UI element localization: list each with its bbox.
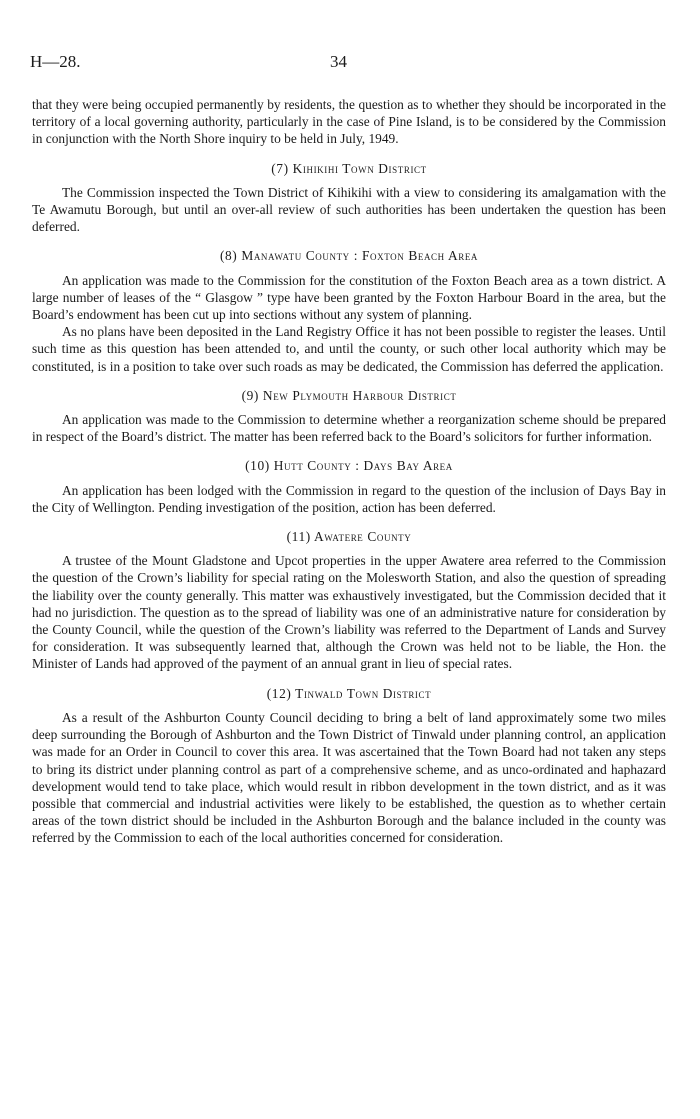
section-heading-new-plymouth: (9) New Plymouth Harbour District: [241, 387, 457, 403]
section-heading-kihikihi: (7) Kihikihi Town District: [271, 160, 427, 176]
section-heading-awatere: (11) Awatere County: [286, 529, 412, 545]
paragraph: An application has been lodged with the Commission in regard to the question of the inclusion of Days Bay in the City of Wellington. Pending investigation of the position, action has been deferred.: [32, 482, 666, 515]
paragraph: An application was made to the Commission to determine whether a reorganization scheme should be prepared in respect of the Board’s district. The matter has been referred back to the Board’s solicitors for further information.: [32, 412, 666, 445]
section-heading-days-bay: (10) Hutt County : Days Bay Area: [245, 458, 453, 474]
section-heading-tinwald: (12) Tinwald Town District: [266, 685, 432, 701]
paragraph: An application was made to the Commission for the constitution of the Foxton Beach area as a town district. A large number of leases of the “ Glasgow ” type have been granted by the Foxton Harbour Board in the area, but the Board’s endowment has been cut up into sections without any system of planning.: [32, 272, 666, 323]
paragraph: The Commission inspected the Town District of Kihikihi with a view to considering its amalgamation with the Te Awamutu Borough, but until an over-all review of such authorities has been undertaken the question has been deferred.: [32, 184, 666, 235]
document-body: [32, 96, 666, 847]
paragraph: As no plans have been deposited in the Land Registry Office it has not been possible to register the leases. Until such time as this question has been attended to, and until the county, or such other local authority which may be constituted, is in a position to take over such roads as may be dedicated, the Commission has deferred the application.: [32, 324, 666, 374]
page-number: 34: [330, 52, 347, 71]
paragraph: A trustee of the Mount Gladstone and Upcot properties in the upper Awatere area referred to the Commission the question of the Crown’s liability for special rating on the Molesworth Station, and also the question of spreading the liability over the county generally. This matter was exhaustively investigated, but the Commission decided that it had no jurisdiction. The question as to the spread of liability was one of an administrative nature for consideration by the County Council, while the question of the Crown’s liability was referred to the Department of Lands and Survey for consideration. It was subsequently learned that, although the Crown was held not to be liable, the Hon. the Minister of Lands had approved of the payment of an annual grant in lieu of special rates.: [32, 553, 666, 672]
intro-paragraph: that they were being occupied permanently by residents, the question as to whether they should be incorporated in the territory of a local governing authority, particularly in the case of Pine Island, is to be considered by the Commission in conjunction with the North Shore inquiry to be held in July, 1949.: [32, 97, 666, 147]
document-reference: H—28.: [30, 52, 81, 71]
section-heading-foxton-beach: (8) Manawatu County : Foxton Beach Area: [219, 248, 479, 264]
paragraph: As a result of the Ashburton County Council deciding to bring a belt of land approximately some two miles deep surrounding the Borough of Ashburton and the Town District of Tinwald under planning control, an application was made for an Order in Council to cover this area. It was ascertained that the Town Board had not taken any steps to bring its district under planning control as part of a comprehensive scheme, and as unco-ordinated and haphazard development would tend to take place, which would result in ribbon development in the town district, and as it was possible that commercial and industrial activities were likely to be established, the question as to whether certain areas of the town district should be included in the Ashburton Borough and the balance included in the county was referred by the Commission to each of the local authorities concerned for consideration.: [32, 709, 666, 846]
